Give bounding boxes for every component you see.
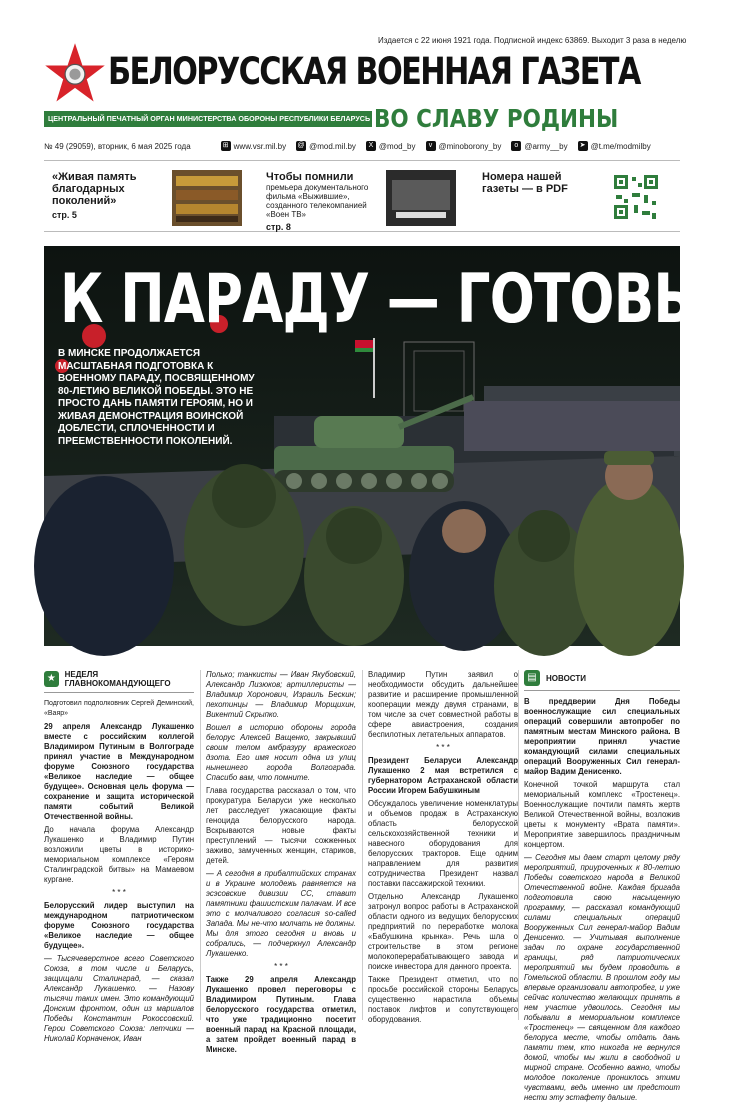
social-link-ok[interactable]: o @army__by — [511, 141, 567, 151]
column-1 — [44, 670, 194, 1043]
column-divider — [518, 670, 519, 1020]
vk-icon: v — [426, 141, 436, 151]
article-columns — [44, 670, 680, 1102]
column-4 — [524, 670, 680, 1102]
issue-info-row — [44, 139, 680, 153]
social-link-vk[interactable]: v @minoborony_by — [426, 141, 502, 151]
quote: — А сегодня в прибалтийских странах и в Украине молодежь равняется на эсэсовские дивизии СС, ставит памятники фашистским палачам. И все это с молчаливого согласия so-called Запада. Мы не-что молчать не должны. Мы для этого сегодня и вновь и собрались, — подчеркнул Александр Лукашенко. — [206, 869, 356, 958]
x-icon: X — [366, 141, 376, 151]
paragraph: Отдельно Александр Лукашенко затронул вопрос работы в Астраханской области одного из ведущих белорусских предприятий по переработке молока «Бабушкина крынка». Речь шла о строительстве в этом регионе молокоперерабатывающего завода и поиске инвестора для данного проекта. — [368, 892, 518, 971]
hero-headline: К ПАРАДУ — ГОТОВЫ! — [60, 260, 731, 339]
column-divider — [200, 670, 201, 1020]
paragraph: Глава государства рассказал о том, что прокуратура Беларуси уже несколько лет расследует ужасающие факты геноцида белорусского народа. Вскрываются новые факты преступлений — тысячи сожженных заживо, замученных женщин, стариков, детей. — [206, 786, 356, 865]
section-separator: * * * — [274, 962, 288, 971]
paragraph: Владимир Путин заявил о необходимости обсудить дальнейшее развитие и расширение промышленной кооперации между двумя странами, в том числе за счет совместной работы в сфере авиастроения, создания беспилотных летательных аппаратов. — [368, 670, 518, 739]
social-link-web[interactable]: ⊞ www.vsr.mil.by — [221, 141, 286, 151]
social-link-email[interactable]: @ @mod.mil.by — [297, 141, 356, 151]
teaser-to-remember[interactable]: Чтобы помнили премьера документального фильма «Выжившие», созданного телекомпанией «Воен ТВ» стр. 8 — [266, 171, 369, 232]
paragraph: 29 апреля Александр Лукашенко вместе с российским коллегой Владимиром Путиным в Волгограде принял участие в Международном форуме Союзного государства «Великое наследие — общее будущее». Основная цель форума — сохранение и защита исторической памяти событий Великой Отечественной войны. — [44, 722, 194, 821]
teaser-living-memory[interactable]: «Живая память благодарных поколений» стр. 5 — [52, 171, 137, 220]
qr-code-icon[interactable] — [612, 173, 660, 221]
web-icon: ⊞ — [221, 141, 231, 151]
paragraph: Конечной точкой маршрута стал мемориальный комплекс «Тростенец». Военнослужащие почтили память жертв Великой Отечественной войны, возложив цветы к монументу «Врата памяти». Мероприятие завершилось праздничным концертом. — [524, 780, 680, 849]
section-separator: * * * — [436, 743, 450, 752]
telegram-icon: ➤ — [578, 141, 588, 151]
red-star-logo-icon — [44, 42, 106, 104]
social-link-x[interactable]: X @mod_by — [366, 141, 416, 151]
social-link-telegram[interactable]: ➤ @t.me/modmilby — [578, 141, 651, 151]
quote: — Тысячеверстное всего Советского Союза, в том числе и Беларусь, защищали Сталинград, — сказал Александр Лукашенко. — Назову тысячи таких имен. Это командующий Донским фронтом, один из маршалов Победы Константин Рокоссовский. Герои Советского Союза: летчики — Николай Корначенок, Иван — [44, 954, 194, 1043]
ok-icon: o — [511, 141, 521, 151]
paragraph: Обсуждалось увеличение номенклатуры и объемов продаж в Астраханскую область белорусской сельскохозяйственной техники и навесного оборудования для белорусских тракторов. Еще одним направлением для развития сотрудничества Президент назвал поставки пассажирской техники. — [368, 799, 518, 888]
newspaper-title: БЕЛОРУССКАЯ ВОЕННАЯ ГАЗЕТА — [108, 50, 640, 93]
teasers-bar — [44, 160, 680, 232]
hero-lead: В МИНСКЕ ПРОДОЛЖАЕТСЯ МАСШТАБНАЯ ПОДГОТОВКА К ВОЕННОМУ ПАРАДУ, ПОСВЯЩЕННОМУ 80-ЛЕТИЮ ВЕЛИКОЙ ПОБЕДЫ. ЭТО НЕ ПРОСТО ДАНЬ ПАМЯТИ ГЕРОЯМ, НО И ЖИВАЯ ДЕМОНСТРАЦИЯ ВОИНСКОЙ ДОБЛЕСТИ, СПЛОЧЕННОСТИ И ПРЕЕМСТВЕННОСТИ ПОКОЛЕНИЙ. — [58, 348, 255, 447]
column-2 — [206, 670, 356, 1054]
teaser-pdf[interactable]: Номера нашей газеты — в PDF — [482, 171, 568, 195]
column-3 — [368, 670, 518, 1024]
star-icon: ★ — [44, 671, 59, 687]
quote: — Сегодня мы даем старт целому ряду мероприятий, приуроченных к 80-летию Победы советского народа в Великой Отечественной войне. Каждая бригада подготовила свою насыщенную программу, — рассказал командующий силами специальных операций Вооруженных Сил генерал-майор Вадим Денисенко. — Учитывая выполнение задач по охране государственной границы, ряд патриотических мероприятий мы будем проводить в Гомельской области. В прошлом году мы впервые организовали автопробег, и уже сейчас количество желающих принять в нем участие удвоилось. Сегодня мы побывали в мемориальном комплексе «Тростенец» — священном для каждого белоруса месте, чтобы отдать дань памяти тем, кто никогда не вернулся домой, чтобы мы жили в свободной и мирной стране. Особенно важно, чтобы молодое поколение прониклось этими чувствами, ведь именно им предстоит нести эту эстафету дальше. — [524, 853, 680, 1102]
issue-number: № 49 (29059), вторник, 6 мая 2025 года — [44, 141, 191, 151]
hero-photo — [44, 246, 731, 646]
email-icon: @ — [297, 142, 305, 149]
newspaper-slogan: ВО СЛАВУ РОДИНЫ — [374, 104, 619, 133]
teaser-photo-film — [386, 170, 456, 226]
paragraph: В преддверии Дня Победы военнослужащие сил специальных операций совершили автопробег по памятным местам Минского района. В мероприятии принял участие командующий силами специальных операций Вооруженных Сил генерал-майор Вадим Денисенко. — [524, 697, 680, 776]
paragraph: Белорусский лидер выступил на международном патриотическом форуме Союзного государства «Великое наследие — общее будущее». — [44, 901, 194, 950]
quote: Полько; танкисты — Иван Якубовский, Александр Лизюков; артиллеристы — Владимир Хоронович, Израиль Бескин; пехотинцы — Владимир Морщихин, Викентий Скрыпко. — [206, 670, 356, 719]
news-icon: ▤ — [524, 670, 540, 686]
rubric-commander-week: ★ НЕДЕЛЯ ГЛАВНОКОМАНДУЮЩЕГО — [44, 670, 194, 693]
newspaper-subtitle: ЦЕНТРАЛЬНЫЙ ПЕЧАТНЫЙ ОРГАН МИНИСТЕРСТВА ОБОРОНЫ РЕСПУБЛИКИ БЕЛАРУСЬ — [44, 111, 372, 127]
section-separator: * * * — [112, 888, 126, 897]
masthead — [0, 0, 724, 138]
column-divider — [362, 670, 363, 1020]
teaser-photo-ribbons — [172, 170, 242, 226]
paragraph: До начала форума Александр Лукашенко и Владимир Путин возложили цветы в историко-мемориальном комплексе «Героям Сталинградской битвы» на Мамаевом кургане. — [44, 825, 194, 884]
paragraph: Также 29 апреля Александр Лукашенко провел переговоры с Владимиром Путиным. Глава белорусского государства отметил, что уже традиционно посетит военный парад на Красной площади, а затем пройдет военный парад в Минске. — [206, 975, 356, 1054]
paragraph: Президент Беларуси Александр Лукашенко 2 мая встретился с губернатором Астраханской области России Игорем Бабушкиным — [368, 756, 518, 795]
paragraph: Также Президент отметил, что по просьбе российской стороны Беларусь существенно нарастила объемы поставок лифтов и сопутствующего оборудования. — [368, 975, 518, 1024]
quote: Вошел в историю обороны города белорус Алексей Ващенко, закрывший своим телом амбразуру вражеского дзота. Его имя носит одна из улиц нынешнего города Волгограда. Спасибо вам, что помните. — [206, 723, 356, 782]
publication-info: Издается с 22 июня 1921 года. Подписной индекс 63869. Выходит 3 раза в неделю — [378, 36, 687, 45]
rubric-news: ▤ НОВОСТИ — [524, 670, 680, 691]
byline: Подготовил подполковник Сергей Деминский, «Ваяр» — [44, 700, 194, 717]
